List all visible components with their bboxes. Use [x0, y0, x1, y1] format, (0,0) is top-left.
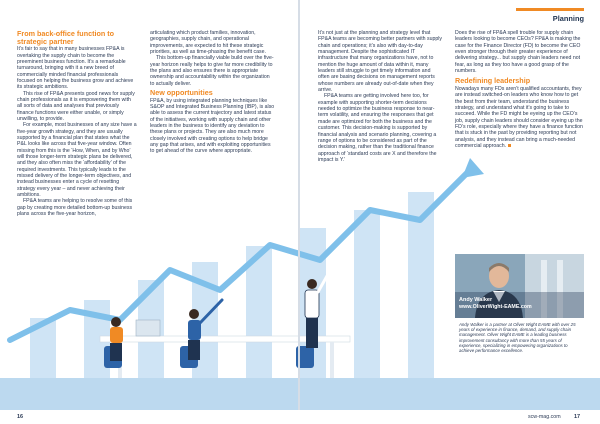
paragraph: This bottom-up financially viable build over the five-year horizon really helps to give far more credibility to the plans and also ensures there is appropriate ownership and accountability within the organization to actually deliver. — [150, 55, 274, 87]
subheading-back-office: From back-office function to strategic partner — [17, 29, 115, 46]
page-gutter — [298, 0, 300, 424]
paragraph: FP&A teams are getting involved here too, for example with supporting shorter-term decisions needed to optimize the business response to near-term volatility, and ensuring the responses that get made are optimized for both the business and the customer. This decision-making is supported by financial analysis and scenario planning, covering a range of options to be considered as part of the decision making, rather than the traditional finance approach of ‘standard costs are X and therefore the impact is Y.’ — [318, 93, 437, 163]
paragraph-text: Nowadays many FDs aren’t qualified accountants, they are instead switched-on leaders who know how to get the best from their team, understand the business strategy, and understand what it’s going to take to succeed. While the FD might be eyeing up the CEO’s job, supply chain leaders should consider eyeing up the FD’s role, especially where they have a finance function that is stuck in the past by providing reporting but not analysis, and they instead can bring a much-needed commercial approach. — [455, 86, 583, 150]
author-bio: Andy Walker is a partner at Oliver Wight EAME with over 25 years of experience in finance, demand, and supply chain management. Oliver Wight EAME is a leading business improvement consultancy with more than 55 years of experience, specializing in empowering organizations to achieve performance excellence. — [459, 322, 576, 354]
end-of-article-mark — [508, 144, 511, 147]
author-website-link[interactable]: www.OliverWight-EAME.com — [459, 304, 532, 310]
article-column-4 — [455, 30, 583, 149]
paragraph: articulating which product families, innovation, geographies, supply chain, and operational improvements, are expected to hit these strategic priorities, as well as time-phasing the benefit case. — [150, 30, 266, 56]
paragraph: For example, most businesses of any size have a five-year growth strategy, and they are usually supported by a financial plan that states what the P&L looks like across that five-year window. Often missing from this is the ‘How, When, and by Who’ will those longer-term strategic plans be delivered, and they also often miss the ‘affordability’ of the required investments. This typically leads to the missed delivery of the longer-term objectives, and instead businesses enter a cycle of resetting strategy every year – and never achieving their ambitions. — [17, 122, 137, 199]
article-column-1 — [17, 30, 137, 217]
paragraph: It’s not just at the planning and strategy level that FP&A teams are becoming better partners with supply chain and operations; it’s also with day-to-day management. Despite the sophisticated IT infrastructure that many organizations have, not to mention the huge amount of data within it, many leaders still struggle to get timely information and often are basing decisions on management reports whose numbers are already out-of-date when they arrive. — [318, 30, 442, 94]
section-accent-bar — [516, 8, 584, 11]
author-name: Andy Walker — [459, 297, 493, 303]
article-column-3 — [318, 30, 443, 163]
page-number-left: 16 — [17, 414, 24, 420]
paragraph — [455, 86, 583, 149]
paragraph: It’s fair to say that in many businesses FP&A is overtaking the supply chain to become the preeminent business function. It’s a remarkable turnaround, bringing with it a new breed of commercially minded financial professionals focused on helping the business grow and achieve its strategic ambitions. — [17, 46, 134, 91]
paragraph: FP&A, by using integrated planning techniques like S&OP and Integrated Business Planning (IBP), is also able to assess the current trajectory and latest status of the initiatives, working with supply chain and other leaders in the business to identify any deviation to these plans or projects. They are also much more closely involved with creating options to help bridge any gap that arises, and with exploiting opportunities to get ahead of the curve where appropriate. — [150, 97, 275, 155]
paragraph: Does the rise of FP&A spell trouble for supply chain leaders looking to become CEOs? FP&A is making the case for the Finance Director (FD) to become the CEO even stronger through their greater experience of delivering strategy... but supply chain leaders need not fear, as long as they too have a good grasp of the numbers. — [455, 30, 581, 75]
section-title: Planning — [552, 14, 584, 23]
page-number-right: 17 — [574, 414, 581, 420]
magazine-url[interactable]: scw-mag.com — [528, 414, 561, 420]
paragraph: This rise of FP&A presents good news for supply chain professionals as it is empowering them with all sorts of data and analyses that previously finance functions were either unable, or simply unwilling, to provide. — [17, 90, 135, 122]
footer — [0, 410, 600, 424]
subheading-new-opportunities: New opportunities — [150, 88, 213, 98]
article-column-2 — [150, 30, 275, 155]
subheading-redefining-leadership: Redefining leadership — [455, 76, 531, 86]
paragraph: FP&A teams are helping to resolve some of this gap by creating more detailed bottom-up business plans across the five-year horizon, — [17, 198, 133, 218]
